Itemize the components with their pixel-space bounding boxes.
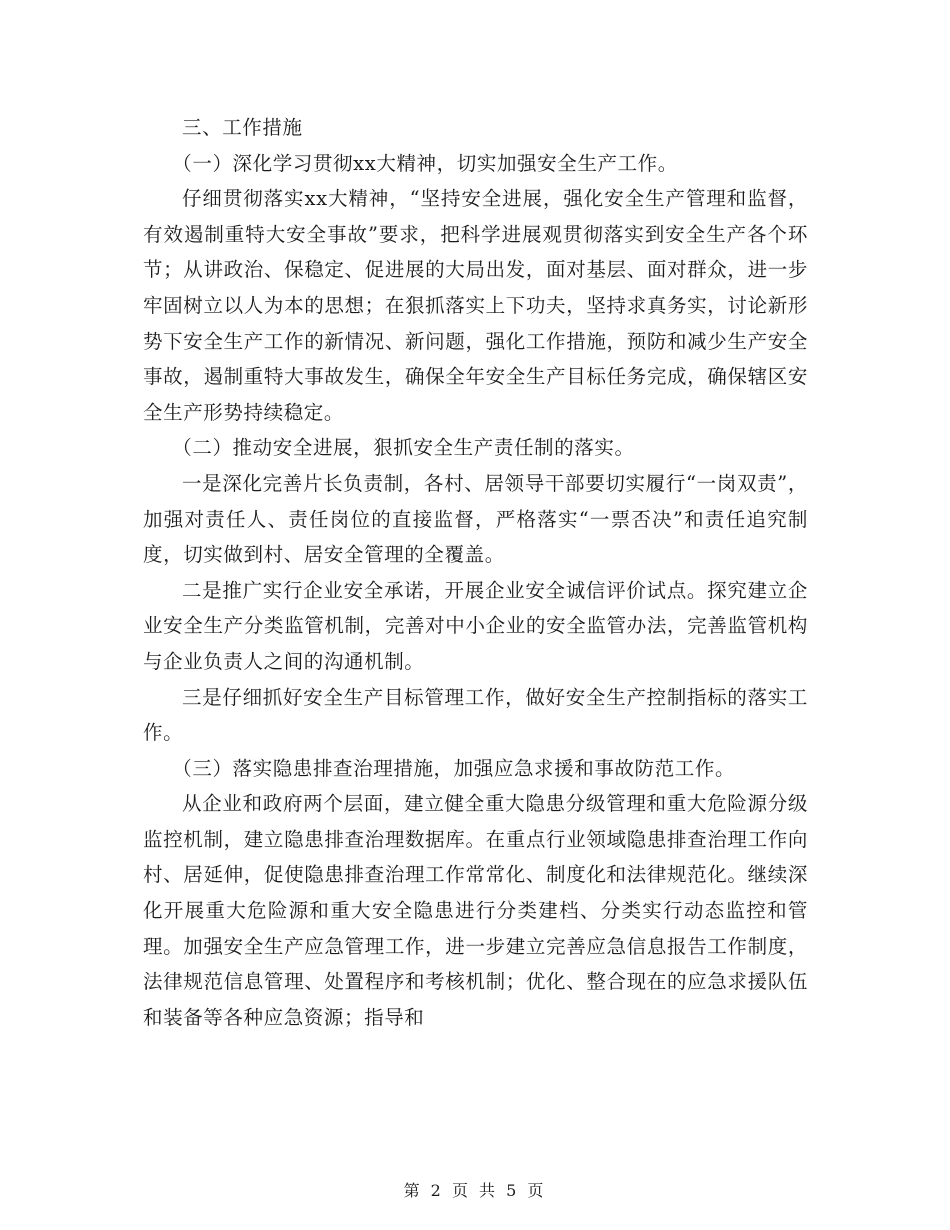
section-heading: 三、工作措施 [182,116,303,139]
subsection-heading-3: （三）落实隐患排查治理措施，加强应急求援和事故防范工作。 [172,756,736,780]
paragraph: 二是推广实行企业安全承诺，开展企业安全诚信评价试点。探究建立企业安全生产分类监管机制，完善对中小企业的安全监管办法，完善监管机构与企业负责人之间的沟通机制。 [143,578,808,673]
subsection-heading-1: （一）深化学习贯彻xx大精神，切实加强安全生产工作。 [172,151,678,175]
subsection-heading-2: （二）推动安全进展，狠抓安全生产责任制的落实。 [172,436,635,460]
paragraph: 从企业和政府两个层面，建立健全重大隐患分级管理和重大危险源分级监控机制，建立隐患排查治理数据库。在重点行业领域隐患排查治理工作向村、居延伸，促使隐患排查治理工作常常化、制度化和法律规范化。继续深化开展重大危险源和重大安全隐患进行分类建档、分类实行动态监控和管理。加强安全生产应急管理工作，进一步建立完善应急信息报告工作制度，法律规范信息管理、处置程序和考核机制；优化、整合现在的应急求援队伍和装备等各种应急资源；指导和 [143,792,808,1029]
document-body [143,110,808,1035]
page-number-footer: 第 2 页 共 5 页 [403,1181,547,1200]
paragraph: 一是深化完善片长负责制，各村、居领导干部要切实履行“一岗双责”，加强对责任人、责任岗位的直接监督，严格落实“一票否决”和责任追究制度，切实做到村、居安全管理的全覆盖。 [143,471,808,567]
paragraph: 三是仔细抓好安全生产目标管理工作，做好安全生产控制指标的落实工作。 [143,685,808,745]
paragraph: 仔细贯彻落实xx大精神，“坚持安全进展，强化安全生产管理和监督，有效遏制重特大安全事故”要求，把科学进展观贯彻落实到安全生产各个环节；从讲政治、保稳定、促进展的大局出发，面对基层、面对群众，进一步牢固树立以人为本的思想；在狠抓落实上下功夫，坚持求真务实，讨论新形势下安全生产工作的新情况、新问题，强化工作措施，预防和减少生产安全事故，遏制重特大事故发生，确保全年安全生产目标任务完成，确保辖区安全生产形势持续稳定。 [143,187,808,424]
